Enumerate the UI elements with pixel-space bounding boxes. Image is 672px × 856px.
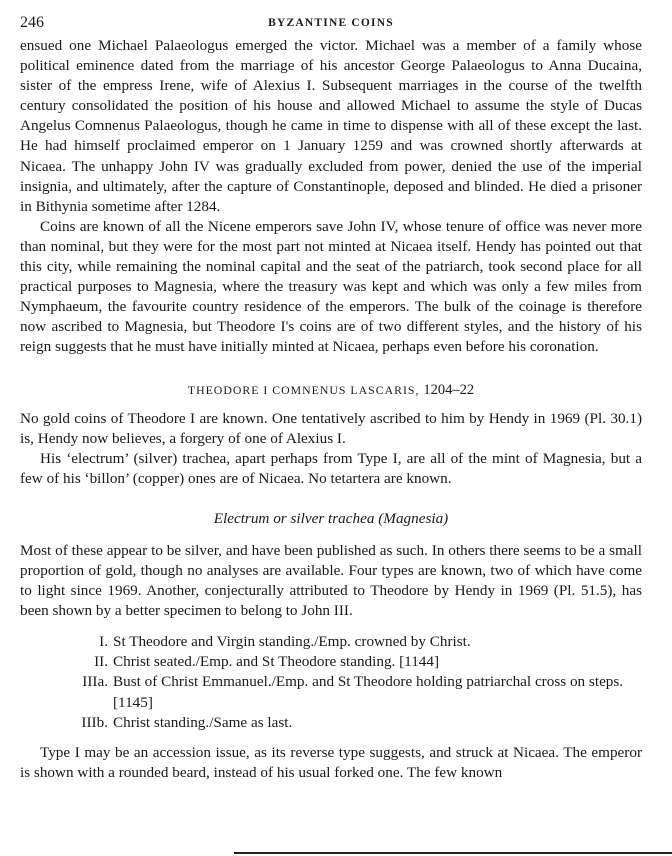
- paragraph-silver: Most of these appear to be silver, and have been published as such. In others there seems to be a small proportion of gold, though no analyses are available. Four types are known, two of which have come to light since 1969. Another, conjecturally attributed to Theodore by Hendy in 1969 (Pl. 51.5), has been shown by a better specimen to belong to John III.: [20, 541, 642, 620]
- type-description: Bust of Christ Emmanuel./Emp. and St Theodore holding patriarchal cross on steps. [1145]: [113, 673, 624, 711]
- type-description: Christ standing./Same as last.: [113, 713, 293, 731]
- page-number: 246: [20, 14, 44, 31]
- running-head: BYZANTINE COINS: [268, 17, 394, 29]
- paragraph-gold: No gold coins of Theodore I are known. One tentatively ascribed to him by Hendy in 1969 (Pl. 30.1) is, Hendy now believes, a forgery of one of Alexius I.: [20, 409, 642, 447]
- paragraph-intro: ensued one Michael Palaeologus emerged the victor. Michael was a member of a family whose political eminence dated from the marriage of his ancestor George Palaeologus to Anna Ducaina, sister of the empress Irene, wife of Alexius I. Subsequent marriages in the course of the twelfth century consolidated the position of his house and allowed Michael to assume the style of Ducas Angelus Comnenus Palaeologus, though he came in time to dispense with all of these except the last. He had himself proclaimed emperor on 1 January 1259 and was crowned shortly afterwards at Nicaea. The unhappy John IV was gradually excluded from power, denied the use of the imperial insignia, and ultimately, after the capture of Constantinople, deposed and blinded. He died a prisoner in Bithynia sometime after 1284.: [20, 37, 642, 215]
- type-description: Christ seated./Emp. and St Theodore standing. [1144]: [113, 653, 440, 671]
- type-item: [20, 713, 642, 733]
- section-heading-dates: 1204–22: [423, 381, 475, 398]
- paragraph-type-one: Type I may be an accession issue, as its reverse type suggests, and struck at Nicaea. The emperor is shown with a rounded beard, instead of his usual forked one. The few known: [20, 743, 642, 781]
- paragraph-electrum: His ‘electrum’ (silver) trachea, apart perhaps from Type I, are all of the mint of Magnesia, but a few of his ‘billon’ (copper) ones are of Nicaea. No tetartera are known.: [20, 449, 642, 487]
- type-number: IIIb.: [81, 713, 108, 731]
- type-number: II.: [94, 653, 108, 671]
- paragraph-mints: Coins are known of all the Nicene emperors save John IV, whose tenure of office was never more than nominal, but they were for the most part not minted at Nicaea itself. Hendy has pointed out that this city, while remaining the nominal capital and the seat of the patriarch, took second place for all practical purposes to Magnesia, where the treasury was kept and which was only a few miles from Nymphaeum, the favourite country residence of the emperors. The bulk of the coinage is therefore now ascribed to Magnesia, but Theodore I's coins are of two different styles, and the history of his reign suggests that he must have initially minted at Nicaea, perhaps even before his coronation.: [20, 217, 642, 356]
- section-heading: [20, 380, 642, 400]
- footer-rule: [234, 852, 672, 854]
- page-header: [20, 10, 642, 36]
- section-heading-name: THEODORE I COMNENUS LASCARIS,: [187, 382, 420, 397]
- type-item: [20, 632, 642, 652]
- type-list: [20, 632, 642, 732]
- type-item: [20, 672, 642, 712]
- type-item: [20, 652, 642, 672]
- type-description: St Theodore and Virgin standing./Emp. crowned by Christ.: [113, 633, 471, 651]
- type-number: IIIa.: [82, 673, 108, 691]
- book-page: [20, 10, 642, 783]
- subsection-heading: Electrum or silver trachea (Magnesia): [213, 509, 449, 527]
- type-number: I.: [99, 633, 108, 651]
